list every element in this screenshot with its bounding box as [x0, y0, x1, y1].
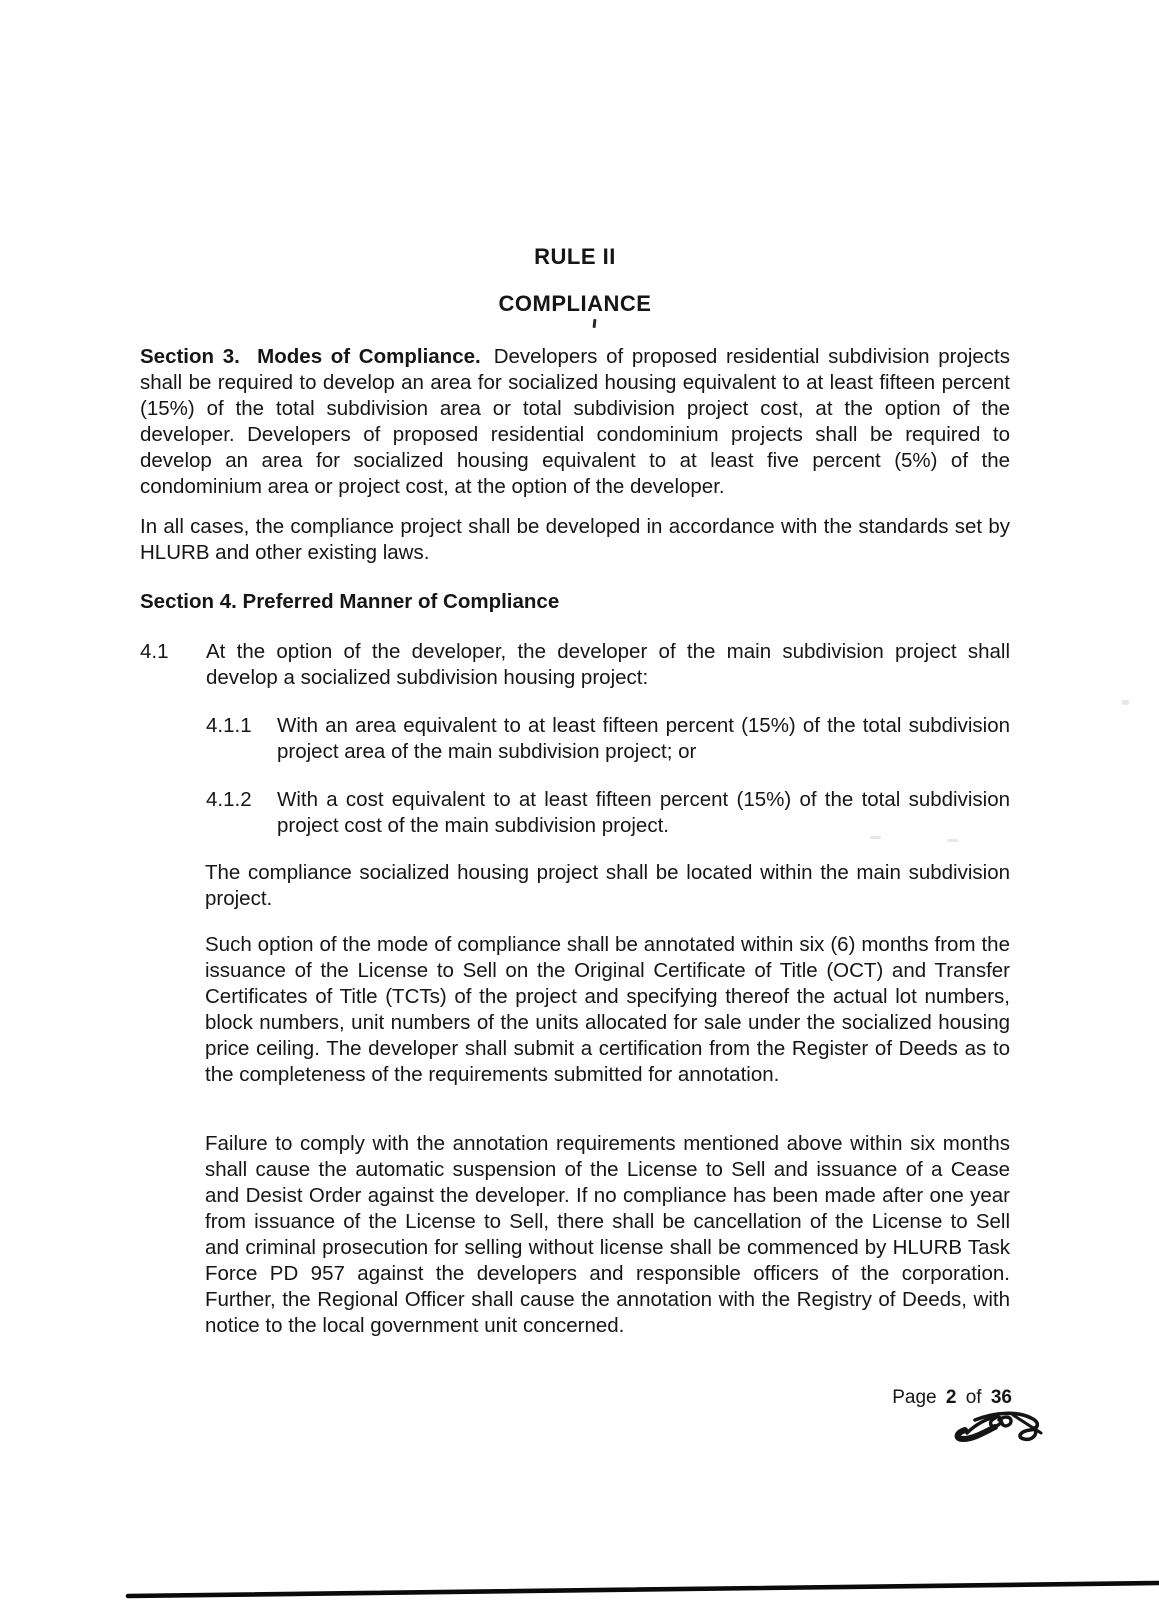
signature-scribble	[953, 1403, 1048, 1447]
list-number: 4.1.1	[206, 714, 252, 737]
footer-of-word: of	[965, 1387, 982, 1408]
scan-artifact	[947, 839, 958, 842]
scan-artifact	[1122, 700, 1129, 705]
rule-heading: RULE II	[534, 244, 616, 269]
footer-page-word: Page	[892, 1387, 937, 1408]
page-edge-scan-line	[0, 1577, 1159, 1600]
section3-paragraph	[140, 344, 1010, 500]
list-text: With a cost equivalent to at least fifteen percent (15%) of the total subdivision project cost of the main subdivision project.	[277, 788, 1010, 837]
rule-subheading: COMPLIANCE	[498, 291, 652, 316]
list-item-4-1	[140, 639, 1010, 691]
annotation-paragraph: Such option of the mode of compliance shall be annotated within six (6) months from the issuance of the License to Sell on the Original Certificate of Title (OCT) and Transfer Certificates of Title (TCTs) of the project and specifying thereof the actual lot numbers, block numbers, unit numbers of the units allocated for sale under the socialized housing price ceiling. The developer shall submit a certification from the Register of Deeds as to the completeness of the requirements submitted for annotation.	[205, 933, 1010, 1086]
section4-heading: Section 4. Preferred Manner of Compliance	[140, 590, 560, 613]
location-paragraph: The compliance socialized housing project shall be located within the main subdivision project.	[205, 861, 1010, 910]
list-number: 4.1	[140, 640, 169, 663]
section3-lead: Section 3. Modes of Compliance.	[140, 345, 481, 368]
footer-page-number: 2	[945, 1387, 957, 1408]
page-number-footer	[140, 1386, 1012, 1410]
list-item-4-1-1	[206, 713, 1010, 765]
list-text: At the option of the developer, the developer of the main subdivision project shall develop a socialized subdivision housing project:	[206, 640, 1010, 689]
footer-total-pages: 36	[990, 1387, 1012, 1408]
list-item-4-1-2	[206, 787, 1010, 839]
list-text: With an area equivalent to at least fifteen percent (15%) of the total subdivision project area of the main subdivision project; or	[277, 714, 1010, 763]
section3-body: Developers of proposed residential subdivision projects shall be required to develop an area for socialized housing equivalent to at least fifteen percent (15%) of the total subdivision area or total subdivision project cost, at the option of the developer. Developers of proposed residential condominium projects shall be required to develop an area for socialized housing equivalent to at least five percent (5%) of the condominium area or project cost, at the option of the developer.	[140, 345, 1011, 498]
list-number: 4.1.2	[206, 788, 252, 811]
failure-paragraph: Failure to comply with the annotation requirements mentioned above within six months shall cause the automatic suspension of the License to Sell and issuance of a Cease and Desist Order against the developer. If no compliance has been made after one year from issuance of the License to Sell, there shall be cancellation of the License to Sell and criminal prosecution for selling without license shall be commenced by HLURB Task Force PD 957 against the developers and responsible officers of the corporation. Further, the Regional Officer shall cause the annotation with the Registry of Deeds, with notice to the local government unit concerned.	[205, 1132, 1010, 1337]
in-all-cases-paragraph: In all cases, the compliance project shall be developed in accordance with the standards set by HLURB and other existing laws.	[140, 515, 1010, 564]
scan-artifact	[870, 836, 881, 839]
ink-speck	[593, 319, 597, 328]
